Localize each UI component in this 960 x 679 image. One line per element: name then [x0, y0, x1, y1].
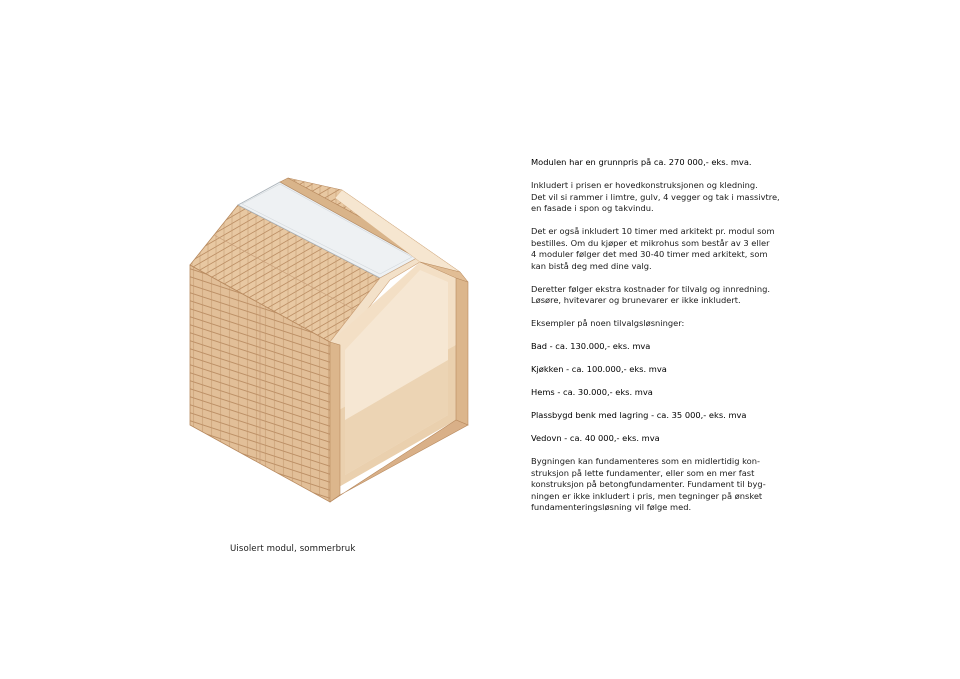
option-loft-text: Hems - ca. 30.000,- eks. mva: [531, 387, 653, 397]
foundation-line: ningen er ikke inkludert i pris, men tegninger på ønsket: [531, 490, 763, 501]
extra-costs-line: Deretter følger ekstra kostnader for tilvalg og innredning.: [531, 283, 770, 294]
option-bench: [531, 410, 796, 422]
included-paragraph: [531, 180, 796, 215]
included-line: Det vil si rammer i limtre, gulv, 4 vegger og tak i massivtre,: [531, 191, 780, 202]
extra-costs-paragraph: [531, 284, 796, 307]
option-kitchen-text: Kjøkken - ca. 100.000,- eks. mva: [531, 364, 667, 374]
base-price-text: Modulen har en grunnpris på ca. 270 000,- eks. mva.: [531, 157, 752, 167]
included-line: en fasade i spon og takvindu.: [531, 203, 654, 213]
option-loft: [531, 387, 796, 399]
option-stove: [531, 433, 796, 445]
included-line: Inkludert i prisen er hovedkonstruksjonen og kledning.: [531, 180, 758, 190]
base-price-paragraph: [531, 157, 796, 169]
architect-line: Det er også inkludert 10 timer med arkitekt pr. modul som: [531, 226, 775, 236]
foundation-paragraph: [531, 456, 796, 514]
option-kitchen: [531, 364, 796, 376]
architect-line: kan bistå deg med dine valg.: [531, 260, 652, 271]
frame-front: [330, 342, 340, 502]
architect-paragraph: [531, 226, 796, 272]
price-description: [531, 157, 796, 525]
examples-heading-text: Eksempler på noen tilvalgsløsninger:: [531, 318, 685, 328]
examples-heading: [531, 318, 796, 330]
option-bath-text: Bad - ca. 130.000,- eks. mva: [531, 341, 651, 351]
module-illustration: [180, 170, 480, 510]
option-bath: [531, 341, 796, 353]
architect-line: 4 moduler følger det med 30-40 timer med arkitekt, som: [531, 249, 768, 259]
extra-costs-line: Løsøre, hvitevarer og brunevarer er ikke inkludert.: [531, 295, 741, 305]
foundation-line: konstruksjon på betongfundamenter. Fundament til byg-: [531, 479, 766, 489]
option-bench-text: Plassbygd benk med lagring - ca. 35 000,- eks. mva: [531, 410, 747, 420]
foundation-line: fundamenteringsløsning vil følge med.: [531, 502, 692, 512]
illustration-caption: Uisolert modul, sommerbruk: [230, 544, 356, 554]
architect-line: bestilles. Om du kjøper et mikrohus som består av 3 eller: [531, 237, 770, 248]
option-stove-text: Vedovn - ca. 40 000,- eks. mva: [531, 433, 660, 443]
foundation-line: struksjon på lette fundamenter, eller som en mer fast: [531, 467, 755, 478]
foundation-line: Bygningen kan fundamenteres som en midlertidig kon-: [531, 456, 760, 466]
